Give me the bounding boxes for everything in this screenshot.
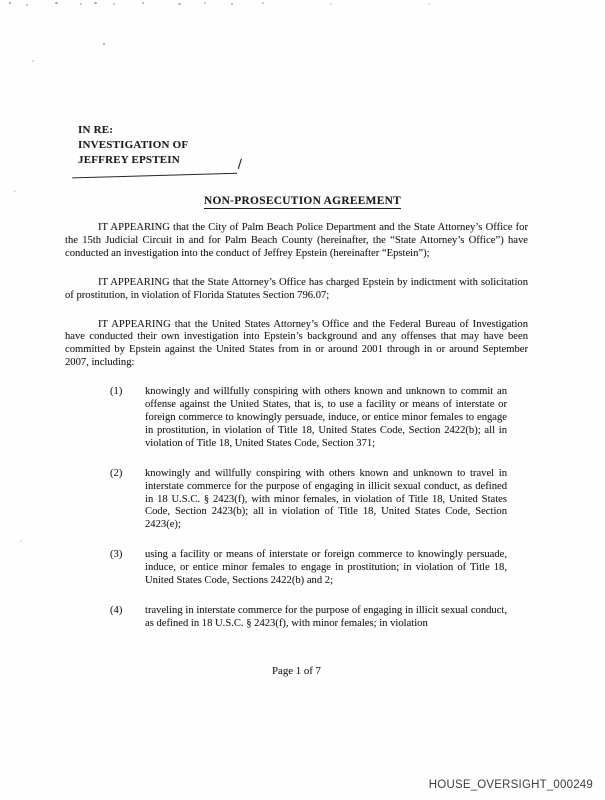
charge-item-4 xyxy=(65,605,528,631)
paragraph-federal-investigation: IT APPEARING that the United States Attorney’s Office and the Federal Bureau of Investigation have conducted their own investigation into Epstein’s background and any offenses that may have been committed by Epstein against the United States from in or around 2001 through in or around September 2007, including: xyxy=(65,318,528,369)
scan-artifact xyxy=(55,2,58,4)
charge-item-1 xyxy=(65,386,528,451)
charge-number: (1) xyxy=(110,386,123,398)
scan-artifact xyxy=(32,60,34,62)
document-body xyxy=(65,222,528,648)
charge-text: traveling in interstate commerce for the purpose of engaging in illicit sexual conduct, as defined in 18 U.S.C. § 2423(f), with minor females; in violation xyxy=(145,604,507,629)
scan-artifact xyxy=(94,2,97,4)
title-row xyxy=(0,191,605,209)
scan-artifact xyxy=(262,2,264,4)
scan-artifact xyxy=(113,3,115,5)
scan-artifact xyxy=(9,2,11,4)
charge-number: (3) xyxy=(110,549,123,561)
charge-text: knowingly and willfully conspiring with others known and unknown to travel in interstate commerce for the purpose of engaging in illicit sexual conduct, as defined in 18 U.S.C. § 2423(f), with minor females, in violation of Title 18, United States Code, Section 2423(b); all in violation of Title 18, United States Code, Section 2423(e); xyxy=(145,467,507,531)
charge-item-2 xyxy=(65,468,528,533)
caption-line-jeffrey-epstein: JEFFREY EPSTEIN xyxy=(78,154,180,166)
charge-text: using a facility or means of interstate or foreign commerce to knowingly persuade, induce, or entice minor females to engage in prostitution; in violation of Title 18, United States Code, Sections 2422(b) and 2; xyxy=(145,549,507,587)
caption-line-investigation-of: INVESTIGATION OF xyxy=(78,139,189,151)
scan-artifact xyxy=(20,540,22,542)
document-title: NON-PROSECUTION AGREEMENT xyxy=(203,195,402,207)
scan-artifact xyxy=(103,43,105,45)
scan-artifact xyxy=(142,2,144,4)
scan-artifact xyxy=(178,3,181,5)
caption-divider-slash: / xyxy=(237,156,243,173)
page-number: Page 1 of 7 xyxy=(272,665,321,677)
scan-artifact xyxy=(231,3,233,5)
scan-artifact xyxy=(428,3,430,5)
charge-number: (2) xyxy=(110,467,123,479)
charge-text: knowingly and willfully conspiring with others known and unknown to commit an offense against the United States, that is, to use a facility or means of interstate or foreign commerce to knowingly persuade, induce, or entice minor females to engage in prostitution, in violation of Title 18, United States Code, Section 2422(b); all in violation of Title 18, United States Code, Section 371; xyxy=(145,386,507,449)
paragraph-investigation: IT APPEARING that the City of Palm Beach Police Department and the State Attorney’s Office for the 15th Judicial Circuit in and for Palm Beach County (hereinafter, the “State Attorney’s Office”) have conducted an investigation into the conduct of Jeffrey Epstein (hereinafter “Epstein”); xyxy=(65,222,528,259)
paragraph-indictment: IT APPEARING that the State Attorney’s Office has charged Epstein by indictment with solicitation of prostitution, in violation of Florida Statutes Section 796.07; xyxy=(65,276,528,301)
caption-divider xyxy=(72,158,242,179)
caption-line-in-re: IN RE: xyxy=(78,124,114,136)
charge-number: (4) xyxy=(110,604,123,616)
scan-artifact xyxy=(204,2,206,4)
scan-artifact xyxy=(330,3,332,5)
scan-artifact xyxy=(80,3,82,5)
scan-artifact xyxy=(26,4,28,6)
bates-stamp: HOUSE_OVERSIGHT_000249 xyxy=(428,779,593,791)
charge-item-3 xyxy=(65,549,528,588)
caption-divider-line xyxy=(72,159,237,179)
